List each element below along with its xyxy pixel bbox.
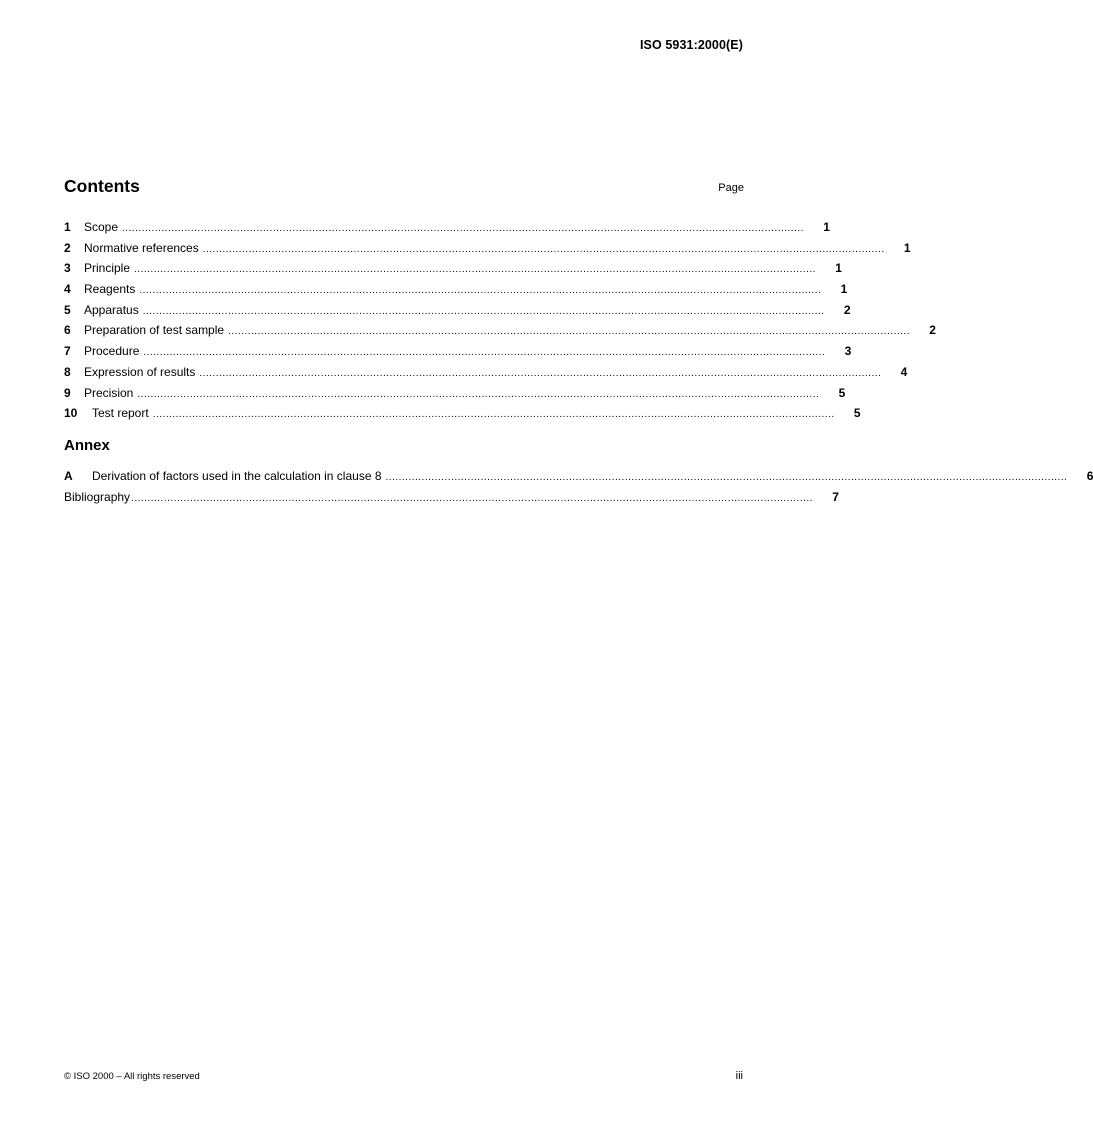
toc-entry-page: 1	[840, 282, 848, 297]
dot-leader: ................................................................................................................................................................................................................	[122, 223, 804, 234]
annex-entry-title: Derivation of factors used in the calculation in clause 8	[92, 469, 382, 483]
toc-entry-normative-references[interactable]	[64, 240, 911, 262]
toc-entry-number: 5	[64, 302, 71, 317]
toc-entry-page: 1	[823, 220, 830, 234]
toc-entry-number: 8	[64, 364, 71, 379]
toc-entry-apparatus[interactable]	[64, 302, 851, 324]
annex-entry-letter: A	[64, 469, 73, 483]
toc-entry-number: 4	[64, 282, 71, 297]
toc-entry-reagents[interactable]	[64, 282, 848, 303]
toc-entry-title: Expression of results	[84, 364, 196, 379]
dot-leader: ................................................................................................................................................................................................................	[139, 285, 822, 297]
toc-entry-test-report[interactable]	[64, 406, 861, 427]
toc-entry-page: 3	[844, 344, 852, 359]
toc-entry-title: Apparatus	[84, 302, 139, 317]
toc-entry-title: Precision	[84, 385, 134, 400]
toc-entry-page: 4	[900, 364, 908, 379]
dot-leader: ................................................................................................................................................................................................................	[199, 367, 882, 379]
toc-entry-annex-a[interactable]	[64, 469, 1093, 490]
toc-entry-number: 6	[64, 323, 71, 338]
table-of-contents	[64, 220, 936, 427]
toc-entry-title: Test report	[92, 406, 149, 421]
dot-leader: ................................................................................................................................................................................................................	[152, 409, 835, 421]
page-column-label: Page	[718, 182, 744, 194]
toc-entry-number: 1	[64, 220, 71, 234]
annex-entry-page: 6	[1086, 469, 1093, 483]
dot-leader: ................................................................................................................................................................................................................	[385, 472, 1068, 483]
dot-leader: ................................................................................................................................................................................................................	[137, 388, 820, 400]
toc-entry-page: 1	[903, 240, 911, 255]
toc-entry-number: 3	[64, 261, 71, 276]
toc-entry-page: 5	[838, 385, 846, 400]
dot-leader: ................................................................................................................................................................................................................	[202, 243, 885, 255]
toc-entry-precision[interactable]	[64, 385, 846, 407]
toc-entry-title: Scope	[84, 220, 119, 234]
bibliography-title: Bibliography	[64, 489, 131, 504]
toc-entry-page: 2	[929, 323, 936, 338]
contents-title: Contents	[64, 176, 140, 196]
dot-leader: ................................................................................................................................................................................................................	[142, 305, 825, 317]
toc-entry-title: Principle	[84, 261, 131, 276]
toc-entry-number: 9	[64, 385, 71, 400]
toc-entry-bibliography[interactable]	[64, 489, 839, 511]
standard-reference: ISO 5931:2000(E)	[639, 38, 743, 52]
toc-entry-page: 5	[853, 406, 861, 421]
annex-heading: Annex	[64, 437, 110, 454]
toc-entry-page: 1	[835, 261, 842, 276]
toc-entry-number: 2	[64, 240, 71, 255]
toc-entry-scope[interactable]	[64, 220, 830, 241]
copyright-notice: © ISO 2000 – All rights reserved	[64, 1071, 200, 1082]
bibliography-page: 7	[832, 489, 839, 504]
toc-entry-preparation-of-test-sample[interactable]	[64, 323, 936, 344]
toc-entry-page: 2	[843, 302, 851, 317]
contents-header	[64, 176, 744, 198]
toc-entry-title: Reagents	[84, 282, 136, 297]
toc-entry-expression-of-results[interactable]	[64, 364, 908, 386]
toc-entry-title: Procedure	[84, 344, 140, 359]
annex-list	[64, 469, 1093, 510]
dot-leader: ................................................................................................................................................................................................................	[143, 347, 826, 359]
page-number: iii	[735, 1070, 743, 1082]
toc-entry-title: Preparation of test sample	[84, 323, 225, 338]
dot-leader: ................................................................................................................................................................................................................	[134, 264, 816, 276]
toc-entry-procedure[interactable]	[64, 344, 852, 365]
toc-entry-principle[interactable]	[64, 261, 842, 282]
toc-entry-title: Normative references	[84, 240, 199, 255]
toc-entry-number: 10	[64, 406, 78, 421]
dot-leader: ................................................................................................................................................................................................................	[228, 326, 910, 338]
dot-leader: ................................................................................................................................................................................................................	[131, 492, 813, 504]
toc-entry-number: 7	[64, 344, 71, 359]
